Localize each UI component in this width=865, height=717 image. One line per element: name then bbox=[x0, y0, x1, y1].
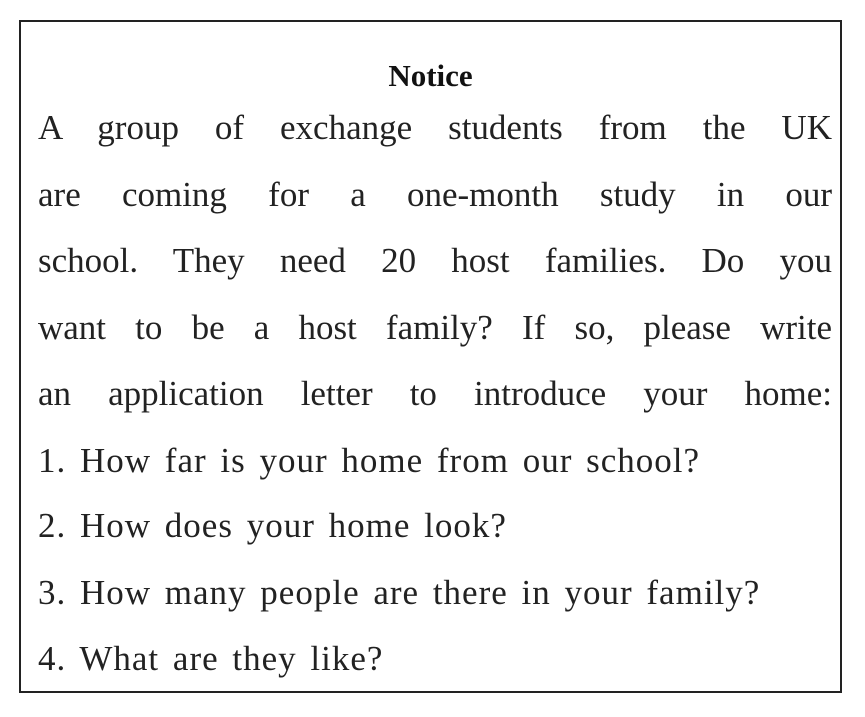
question-item: 3. How many people are there in your family? bbox=[38, 573, 761, 612]
question-item: 2. How does your home look? bbox=[38, 506, 507, 545]
paragraph-line: school. They need 20 host families. Do you bbox=[38, 241, 832, 280]
paragraph-line: want to be a host family? If so, please write bbox=[38, 308, 832, 347]
paragraph-line: an application letter to introduce your home: bbox=[38, 374, 832, 413]
paragraph-line: A group of exchange students from the UK bbox=[38, 108, 832, 147]
notice-title: Notice bbox=[388, 58, 473, 93]
question-item: 4. What are they like? bbox=[38, 639, 384, 678]
question-item: 1. How far is your home from our school? bbox=[38, 441, 701, 480]
paragraph-line: are coming for a one-month study in our bbox=[38, 175, 832, 214]
